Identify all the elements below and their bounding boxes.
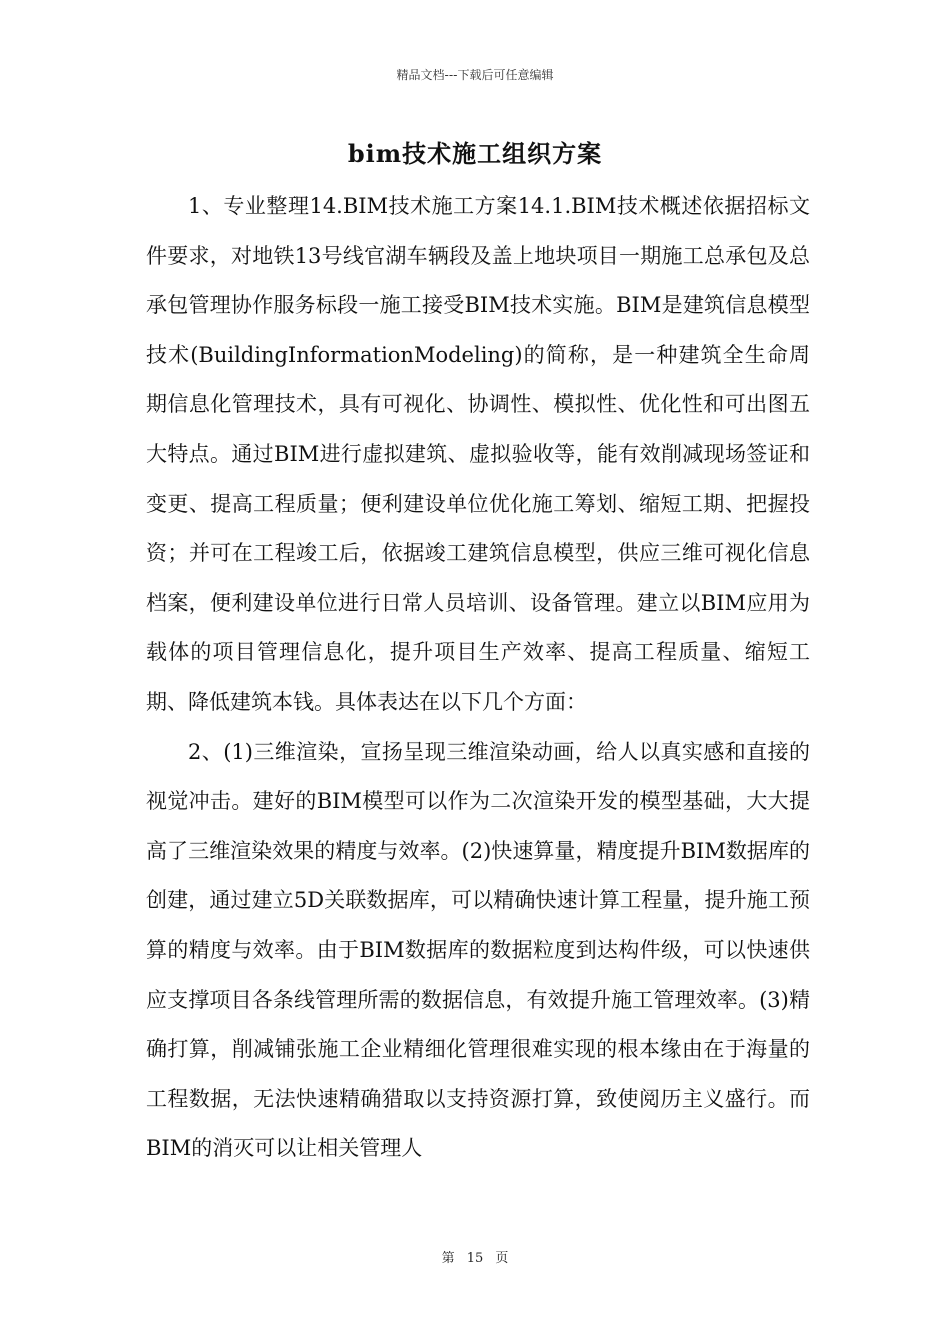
paragraph-2: 2、(1)三维渲染，宣扬呈现三维渲染动画，给人以真实感和直接的视觉冲击。建好的BIM模型可以作为二次渲染开发的模型基础，大大提高了三维渲染效果的精度与效率。(2)快速算量，精度提升BIM数据库的创建，通过建立5D关联数据库，可以精确快速计算工程量，提升施工预算的精度与效率。由于BIM数据库的数据粒度到达构件级，可以快速供应支撑项目各条线管理所需的数据信息，有效提升施工管理效率。(3)精确打算，削减铺张施工企业精细化管理很难实现的根本缘由在于海量的工程数据，无法快速精确猎取以支持资源打算，致使阅历主义盛行。而BIM的消灭可以让相关管理人 [146,739,810,1161]
page-header: 精品文档---下载后可任意编辑 [396,68,554,82]
page-number-prefix: 第 [441,1251,455,1266]
page-footer [0,1247,950,1266]
page-number: 15 [466,1251,484,1266]
page-number-suffix: 页 [495,1251,509,1266]
document-title: bim技术施工组织方案 [347,139,603,168]
paragraph-1: 1、专业整理14.BIM技术施工方案14.1.BIM技术概述依据招标文件要求，对地铁13号线官湖车辆段及盖上地块项目一期施工总承包及总承包管理协作服务标段一施工接受BIM技术实施。BIM是建筑信息模型技术(BuildingInformationModeling)的简称，是一种建筑全生命周期信息化管理技术，具有可视化、协调性、模拟性、优化性和可出图五大特点。通过BIM进行虚拟建筑、虚拟验收等，能有效削减现场签证和变更、提高工程质量；便利建设单位优化施工筹划、缩短工期、把握投资；并可在工程竣工后，依据竣工建筑信息模型，供应三维可视化信息档案，便利建设单位进行日常人员培训、设备管理。建立以BIM应用为载体的项目管理信息化，提升项目生产效率、提高工程质量、缩短工期、降低建筑本钱。具体表达在以下几个方面： [146,194,810,714]
document-body [146,182,810,1174]
